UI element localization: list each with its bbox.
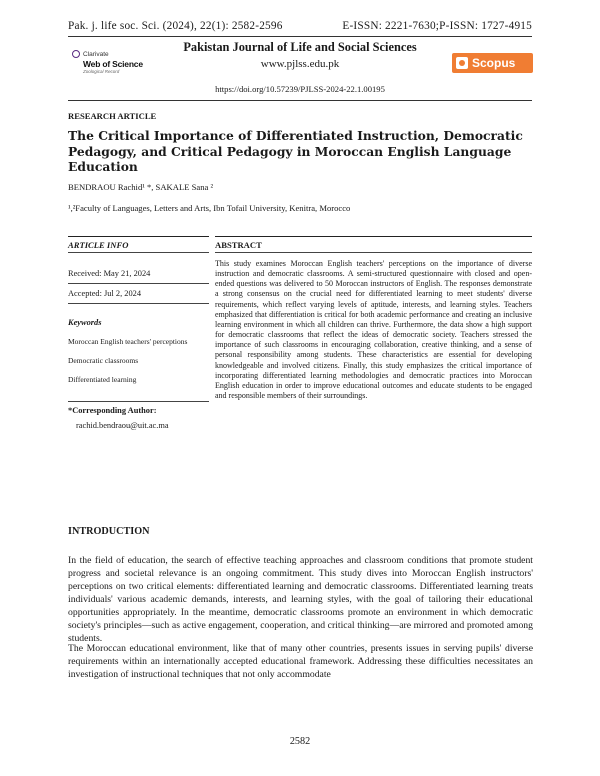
divider: [215, 252, 532, 253]
journal-title: Pakistan Journal of Life and Social Sciences: [183, 40, 417, 54]
abstract-text: This study examines Moroccan English teachers' perceptions on the importance of diverse instruction and democratic classrooms. A semi-structured questionnaire with closed and open-ended questions was delivered to 50 Moroccan instructors of English. The responses demonstrate a strong consensus on the crucial need for differentiated learning to meet students' diverse requirements, which reflect varying levels of aptitude, interests, and learning styles. Teachers emphasized that differentiation is critical for both academic performance and creating an inclusive learning environment in which all children can thrive. Furthermore, the data show a high support for democratic classrooms that reflect the ideas of democratic society. Teachers stressed the importance of such classrooms in encouraging collaboration, creative thinking, and a sense of personal responsibility among students. These characteristics are essential for developing knowledgeable and involved citizens. Finally, this study emphasizes the critical importance of incorporating differentiated learning methodologies and democratic practices into Moroccan English education in order to improve educational outcomes and educate students to be engaged and responsible members of their surroundings.: [215, 259, 532, 401]
issn: E-ISSN: 2221-7630;P-ISSN: 1727-4915: [342, 20, 532, 32]
authors: BENDRAOU Rachid¹ *, SAKALE Sana ²: [68, 182, 214, 192]
doi-link[interactable]: https://doi.org/10.57239/PJLSS-2024-22.1.00195: [215, 84, 385, 94]
header-rule: [68, 36, 532, 37]
keywords-heading: Keywords: [68, 318, 102, 327]
accepted-date: Accepted: Jul 2, 2024: [68, 289, 142, 298]
scopus-label: Scopus: [472, 56, 516, 70]
scopus-icon: [456, 57, 468, 69]
abstract-heading: ABSTRACT: [215, 236, 532, 252]
corresponding-email[interactable]: rachid.bendraou@uit.ac.ma: [76, 421, 169, 430]
clarivate-text: Clarivate: [83, 50, 109, 58]
doi-rule: [68, 100, 532, 101]
divider: [68, 303, 209, 304]
zoological-record-text: Zoological Record: [83, 69, 120, 74]
article-info-heading: ARTICLE INFO: [68, 236, 209, 252]
web-of-science-text: Web of Science: [83, 59, 143, 69]
body-paragraph: In the field of education, the search of effective teaching approaches and classroom conditions that promote student progress and societal relevance is an ongoing commitment. This study dives into Moroccan English instructors' perceptions on two critical elements: differentiated learning and democratic classrooms. Differentiated learning treats individuals' various academic demands, interests, and learning styles, with the goal of tailoring their educational opportunities appropriately. In the meantime, democratic classrooms promote an environment in which democratic society's principles—such as active engagement, cooperation, and critical thinking—are mirrored and promoted among students.: [68, 555, 533, 644]
scopus-logo: [452, 53, 533, 73]
affiliation: ¹,²Faculty of Languages, Letters and Arts, Ibn Tofail University, Kenitra, Morocco: [68, 203, 351, 213]
keyword: Democratic classrooms: [68, 356, 139, 365]
divider: [68, 401, 209, 402]
section-heading: INTRODUCTION: [68, 526, 150, 537]
corresponding-author-heading: *Corresponding Author:: [68, 406, 157, 415]
article-type: RESEARCH ARTICLE: [68, 111, 157, 121]
keyword: Moroccan English teachers' perceptions: [68, 337, 188, 346]
received-date: Received: May 21, 2024: [68, 269, 151, 278]
body-paragraph: The Moroccan educational environment, like that of many other countries, presents issues in serving pupils' diverse requirements within an internationally accepted educational framework. Addressing these difficulties necessitates an investigation of instructional techniques that not only accommodate: [68, 643, 533, 680]
keyword: Differentiated learning: [68, 375, 137, 384]
article-title: The Critical Importance of Differentiated Instruction, Democratic Pedagogy, and Critical Pedagogy in Moroccan English Language Education: [68, 128, 523, 174]
page-number: 2582: [289, 736, 311, 747]
journal-url[interactable]: www.pjlss.edu.pk: [260, 58, 340, 70]
journal-citation: Pak. j. life soc. Sci. (2024), 22(1): 2582-2596: [68, 20, 283, 32]
running-header: [68, 20, 532, 32]
article-info-panel: [68, 236, 209, 430]
abstract-panel: [215, 236, 532, 401]
